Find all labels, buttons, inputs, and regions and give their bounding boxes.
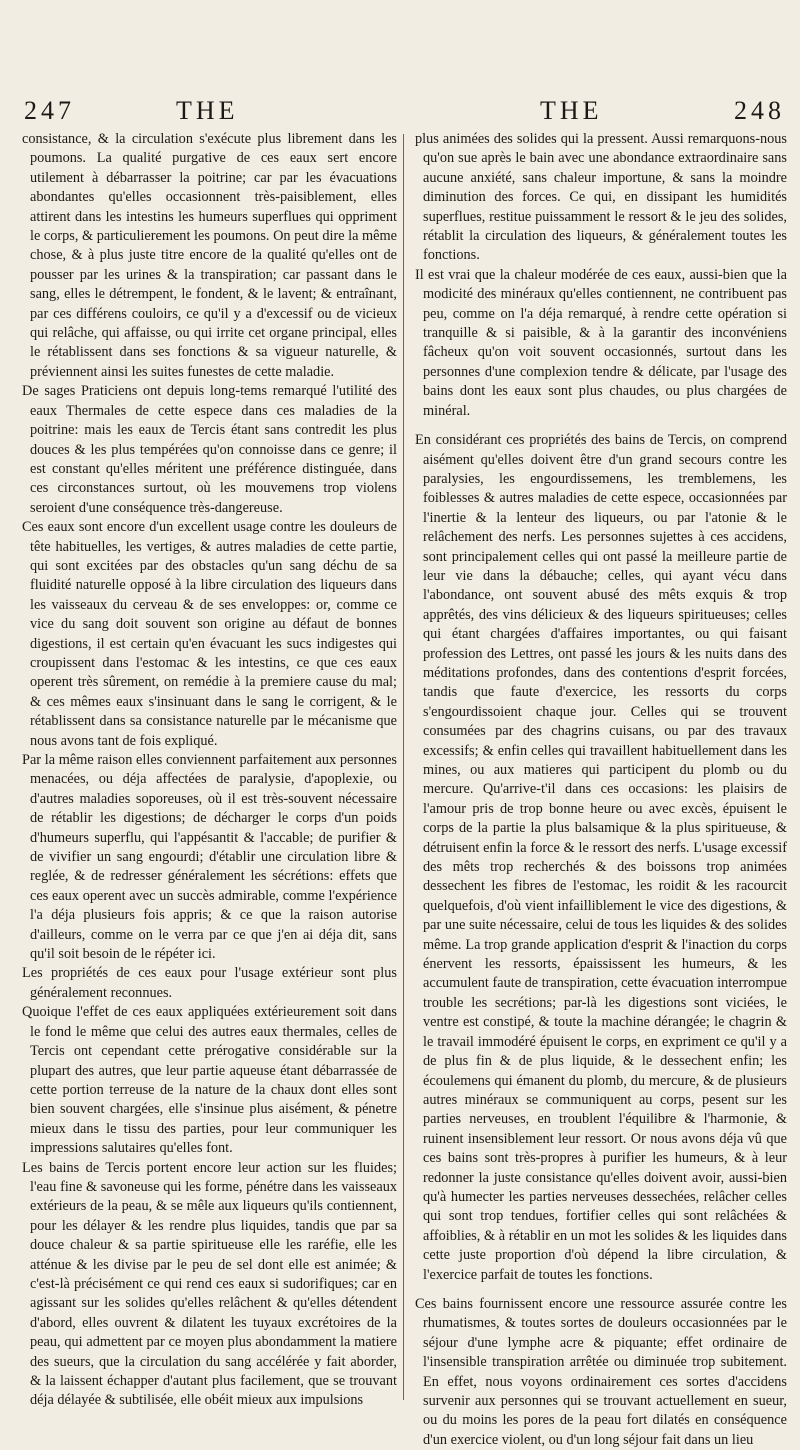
- paragraph: En considérant ces propriétés des bains de Tercis, on comprend aisément qu'elles doivent être d'un grand secours contre les paralysies, les engourdissemens, les tremblemens, les foiblesses & autres maladies de cette espece, occasionnées par l'inertie & la lenteur des liqueurs, ou par l'atonie & le relâchement des nerfs. Les personnes sujettes à ces accidens, sont principalement celles qui ont passé la meilleure partie de leur vie dans la débauche; celles, qui ayant vécu dans l'abondance, ont souvent abusé des mêts exquis & trop apprêtés, des vins délicieux & des liqueurs spiritueuses; celles qui étant chargées d'affaires importantes, ou qui faisant profession des Lettres, ont passé les jours & les nuits dans des méditations profondes, dans des contentions d'esprit forcées, tandis que faute d'exercice, les ressorts du corps s'engourdissoient chaque jour. Celles qui se trouvent consumées par des chagrins cuisans, ou par des travaux excessifs; & enfin celles qui travaillent habituellement dans les mines, ou aux matieres qui participent du plomb ou du mercure. Qu'arrive-t'il dans ces occasions: les plaisirs de l'amour pris de trop bonne heure ou avec excès, épuisent le corps de la partie la plus balsamique & la plus spiritueuse, & détruisent enfin la force & le ressort des nerfs. L'usage excessif des mêts trop recherchés & des boissons trop animées dessechent les fibres de l'estomac, les roidit & les racourcit quelquefois, d'où vient infailliblement le vice des digestions, & par une suite nécessaire, celui de tous les liquides & des solides même. La trop grande application d'esprit & l'inaction du corps énervent les ressorts, épaississent les humeurs, & les accumulent faute de transpiration, cette évacuation interrompue trouble les secrétions; par-là les digestions sont viciées, le ventre est constipé, & toute la machine dérangée; le chagrin & le travail immodéré épuisent le corps, en expriment ce qu'il y a de plus fin & de plus liquide, & le dessechent enfin; les écoulemens qui émanent du plomb, du mercure, & de plusieurs autres minéraux se communiquent au corps, pesent sur les parties nerveuses, en troublent l'équilibre & l'harmonie, & ruinent insensiblement leur ressort. Or nous avons déja vû que ces bains sont très-propres à purifier les humeurs, & à leur redonner la juste consistance qu'elles doivent avoir, aussi-bien qu'à humecter les parties nerveuses dessechées, relâcher celles qui sont trop tendues, fortifier celles qui sont relâchées & affoiblies, & à rétablir en un mot les solides & les liquides dans cette juste proportion d'où dépend la libre circulation, & l'exercice parfait de toutes les fonctions.: [415, 432, 788, 1283]
- running-header: [0, 96, 800, 126]
- paragraph: Ces eaux sont encore d'un excellent usage contre les douleurs de tête habituelles, les vertiges, & autres maladies de cette partie, qui sont excitées par des obstacles qu'un sang déchu de sa fluidité naturelle opposé à la libre circulation des liqueurs dans les vaisseaux du cerveau & de ses enveloppes: or, comme ce vice du sang doit souvent son origine au défaut de bonnes digestions, il est certain qu'en évacuant les sucs indigestes qui croupissent dans l'estomac & les intestins, ce que ces eaux operent très sûrement, on remédie à la premiere cause du mal; & ces mêmes eaux s'insinuant dans le sang le corrigent, & le rétablissent dans sa consistance naturelle par le mécanisme que nous avons tant de fois expliqué.: [22, 519, 397, 749]
- left-text-column: [22, 130, 397, 1409]
- paragraph: plus animées des solides qui la pressent. Aussi remarquons-nous qu'on sue après le bain avec une abondance extraordinaire sans aucune anxiété, sans chaleur importune, & sans la moindre diminution des forces. Ce qui, en dissipant les humidités superflues, restitue puissamment le ressort & le jeu des solides, rétablit la circulation des liqueurs, & généralement toutes les fonctions.: [415, 131, 787, 264]
- paragraph: Il est vrai que la chaleur modérée de ces eaux, aussi-bien que la modicité des minéraux qu'elles contiennent, ne contribuent pas peu, comme on l'a déja remarqué, à rendre cette opération si tranquille & si paisible, & à la garantir des inconvéniens fâcheux qu'on voit souvent occasionnés, surtout dans les personnes d'une complexion tendre & délicate, par l'usage des bains dont les eaux sont plus chaudes, ou plus chargées de minéral.: [415, 266, 787, 419]
- left-running-title: THE: [176, 96, 239, 125]
- paragraph: Quoique l'effet de ces eaux appliquées extérieurement soit dans le fond le même que celui des autres eaux thermales, celles de Tercis ont cependant cette prérogative considérable sur la plupart des autres, que leur partie aqueuse étant débarrassée de cette portion terreuse de la nature de la chaux dont elles sont bien souvent chargées, elle s'insinue plus aisément, & pénetre mieux dans le tissu des parties, pour leur communiquer les impressions salutaires qu'elles font.: [22, 1004, 397, 1157]
- paragraph: De sages Praticiens ont depuis long-tems remarqué l'utilité des eaux Thermales de cette espece dans ces maladies de la poitrine: mais les eaux de Tercis étant sans contredit les plus douces & les plus tempérées qu'on connoisse dans ce genre; il est constant qu'elles méritent une préférence distinguée, dans ces circonstances surtout, où les mouvemens trop violens seroient d'une conséquence très-dangereuse.: [22, 383, 397, 516]
- paragraph: Ces bains fournissent encore une ressource assurée contre les rhumatismes, & toutes sortes de douleurs occasionnées par le séjour d'une lymphe acre & piquante; effet ordinaire de l'insensible transpiration arrêtée ou diminuée trop subitement. En effet, nous voyons ordinairement ces sortes d'accidens survenir aux personnes qui se trouvant actuellement en sueur, ou du moins les pores de la peau fort dilatés en conséquence d'un exercice violent, ou d'un long séjour fait dans un lieu: [415, 1295, 787, 1448]
- paragraph: Les propriétés de ces eaux pour l'usage extérieur sont plus généralement reconnues.: [22, 965, 397, 1001]
- paragraph: Les bains de Tercis portent encore leur action sur les fluides; l'eau fine & savoneuse qui les forme, pénétre dans les vaisseaux extérieurs de la peau, & se mêle aux liqueurs qu'ils contiennent, pour les délayer & les rendre plus liquides, tandis que par sa douce chaleur & sa partie spiritueuse elle les raréfie, elle les atténue & les divise par le peu de sel dont elle est animée; & c'est-là précisément ce qui rend ces eaux si sudorifiques; car en agissant sur les solides qu'elles relâchent & qu'elles détendent d'abord, elles ouvrent & dilatent les tuyaux excrétoires de la peau, qui admettent par ce moyen plus abondamment la matiere des sueurs, que la circulation du sang accélérée y fait aborder, & la laissent échapper d'autant plus facilement, que se trouvant déja délayée & subtilisée, elle obéit mieux aux impulsions: [22, 1159, 397, 1409]
- right-running-title: THE: [540, 96, 603, 125]
- paragraph: Par la même raison elles conviennent parfaitement aux personnes menacées, ou déja affectées de paralysie, d'apoplexie, ou d'autres maladies soporeuses, où il est très-souvent nécessaire de rétablir les digestions; de décharger le corps d'un poids d'humeurs superflu, qui l'appésantit & l'accable; de purifier & de vivifier un sang engourdi; d'établir une circulation libre & reglée, & de redresser généralement les sécrétions: effets que ces eaux operent avec un succès admirable, comme l'expérience l'a déja plusieurs fois appris; & ce que la raison autorise d'ailleurs, comme on le verra par ce que j'en ai déja dit, sans qu'il soit besoin de le répéter ici.: [22, 752, 397, 963]
- paragraph: consistance, & la circulation s'exécute plus librement dans les poumons. La qualité purgative de ces eaux sert encore utilement à débarrasser la poitrine; car par les évacuations abondantes qu'elles occasionnent très-paisiblement, elles attirent dans les intestins les humeurs superflues qui oppriment le corps, & particulierement les poumons. On peut dire la même chose, & à plus juste titre encore de la qualité qu'elles ont de pousser par les urines & la transpiration; car passant dans le sang, elles le détrempent, le fondent, & le lavent; & entraînant, par ces différens couloirs, ce qu'il y a d'excessif ou de vicieux qui relâche, qui affaisse, ou qui irrite cet organe principal, elles le rétablissent dans ses fonctions & sa vigueur naturelle, & préviennent ainsi les suites funestes de cette maladie.: [22, 131, 397, 380]
- left-page-number: 247: [24, 96, 75, 125]
- right-page-number: 248: [734, 96, 785, 125]
- column-divider: [403, 134, 404, 1400]
- right-text-column: [415, 130, 788, 1448]
